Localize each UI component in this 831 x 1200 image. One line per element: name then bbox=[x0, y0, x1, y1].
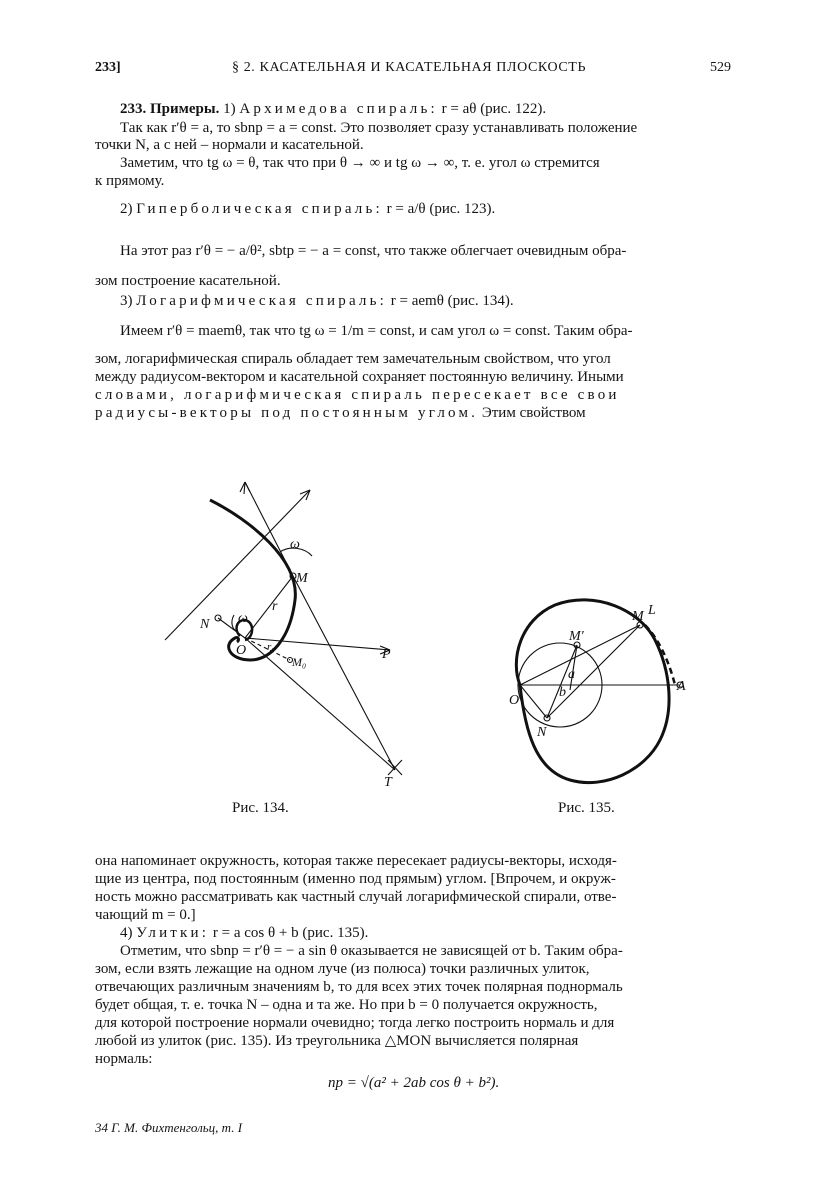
label-l: L bbox=[648, 603, 656, 618]
text-line: Имеем r′θ = maemθ, так что tg ω = 1/m = const, и сам угол ω = const. Таким обра- bbox=[120, 323, 633, 339]
normal-line bbox=[293, 576, 395, 770]
spaced-phrase: словами, логарифмическая спираль пересекает все свои bbox=[95, 387, 620, 403]
text-line: зом построение касательной. bbox=[95, 273, 281, 289]
text-line: к прямому. bbox=[95, 173, 165, 189]
footer-signature: 34 Г. М. Фихтенгольц, т. I bbox=[95, 1120, 243, 1135]
text-line bbox=[95, 386, 715, 405]
label-omega-top: ω bbox=[290, 537, 300, 552]
radius-vector bbox=[245, 576, 293, 638]
label-a-point: A bbox=[677, 679, 686, 694]
text-line: 3) Логарифмическая спираль: r = aemθ (рис. 134). bbox=[120, 293, 514, 309]
label-m1: M′ bbox=[569, 629, 584, 644]
text-line: ность можно рассматривать как частный случай логарифмической спирали, отве- bbox=[95, 889, 617, 905]
label-t: T bbox=[384, 775, 392, 790]
text-line: для которой построение нормали очевидно; тогда легко построить нормаль и для bbox=[95, 1015, 615, 1031]
text-line: Отметим, что sbnp = r′θ = − a sin θ оказывается не зависящей от b. Таким обра- bbox=[120, 943, 623, 959]
label-b: b bbox=[559, 685, 566, 700]
text-line: зом, логарифмическая спираль обладает тем замечательным свойством, что угол bbox=[95, 351, 611, 367]
example-heading: 233. Примеры. bbox=[120, 101, 220, 117]
label-a: a bbox=[568, 667, 575, 682]
label-n: N bbox=[537, 725, 547, 740]
text-line: нормаль: bbox=[95, 1051, 153, 1067]
label-r0: r₀ bbox=[267, 641, 276, 653]
label-o: O bbox=[509, 693, 520, 708]
text-line: зом, если взять лежащие на одном луче (из полюса) точки различных улиток, bbox=[95, 961, 590, 977]
text-line: Заметим, что tg ω = θ, так что при θ → ∞ и tg ω → ∞, т. е. угол ω стремится bbox=[120, 155, 600, 171]
label-m: M bbox=[632, 609, 644, 624]
point-t bbox=[388, 760, 402, 775]
section-ref: 233] bbox=[95, 60, 121, 75]
line-mn bbox=[547, 625, 640, 718]
text-line: 4) Улитки: r = a cos θ + b (рис. 135). bbox=[120, 925, 369, 941]
spaced-phrase: радиусы-векторы под постоянным углом. bbox=[95, 405, 479, 421]
text-line: 233. Примеры. 1) Архимедова спираль: r = aθ (рис. 122). bbox=[120, 101, 547, 117]
text-line: отвечающих различным значениям b, то для всех этих точек полярная поднормаль bbox=[95, 979, 623, 995]
label-r: r bbox=[272, 599, 278, 614]
figure-135-caption: Рис. 135. bbox=[558, 800, 615, 816]
text-line: будет общая, т. е. точка N – одна и та же. Но при b = 0 получается окружность, bbox=[95, 997, 598, 1013]
text-line: щие из центра, под постоянным (именно под прямым) углом. [Впрочем, и окруж- bbox=[95, 871, 616, 887]
label-o: O bbox=[236, 643, 247, 658]
figure-134 bbox=[140, 470, 440, 790]
text-line: любой из улиток (рис. 135). Из треугольника △MON вычисляется полярная bbox=[95, 1033, 579, 1049]
text-line: между радиусом-вектором и касательной сохраняет постоянную величину. Иными bbox=[95, 369, 624, 385]
spaced-term: Гиперболическая спираль: bbox=[136, 201, 383, 217]
formula: np = √(a² + 2ab cos θ + b²). bbox=[328, 1075, 500, 1091]
label-m: M bbox=[296, 571, 308, 586]
text-line: она напоминает окружность, которая также пересекает радиусы-векторы, исходя- bbox=[95, 853, 617, 869]
spaced-term: Логарифмическая спираль: bbox=[136, 293, 388, 309]
running-title: § 2. КАСАТЕЛЬНАЯ И КАСАТЕЛЬНАЯ ПЛОСКОСТЬ bbox=[232, 60, 587, 75]
figure-135 bbox=[495, 580, 710, 800]
text-line: радиусы-векторы под постоянным углом. Этим свойством bbox=[95, 405, 586, 421]
text-line: чающий m = 0.] bbox=[95, 907, 196, 923]
spaced-term: Улитки: bbox=[136, 925, 210, 941]
label-n: N bbox=[200, 617, 210, 632]
line-ot bbox=[245, 638, 395, 770]
page-number: 529 bbox=[710, 60, 731, 75]
figure-134-caption: Рис. 134. bbox=[232, 800, 289, 816]
label-m0: M₀ bbox=[292, 655, 307, 669]
text-line: точки N, а с ней – нормали и касательной. bbox=[95, 137, 364, 153]
spaced-term: Архимедова спираль: bbox=[239, 101, 438, 117]
label-omega-mid: ω bbox=[238, 611, 248, 626]
text-line: На этот раз r′θ = − a/θ², sbtp = − a = const, что также облегчает очевидным обра- bbox=[120, 243, 627, 259]
label-p: P bbox=[382, 647, 391, 662]
text-line: 2) Гиперболическая спираль: r = a/θ (рис. 123). bbox=[120, 201, 496, 217]
text-line: Так как r′θ = a, то sbnp = a = const. Это позволяет сразу устанавливать положение bbox=[120, 120, 638, 136]
